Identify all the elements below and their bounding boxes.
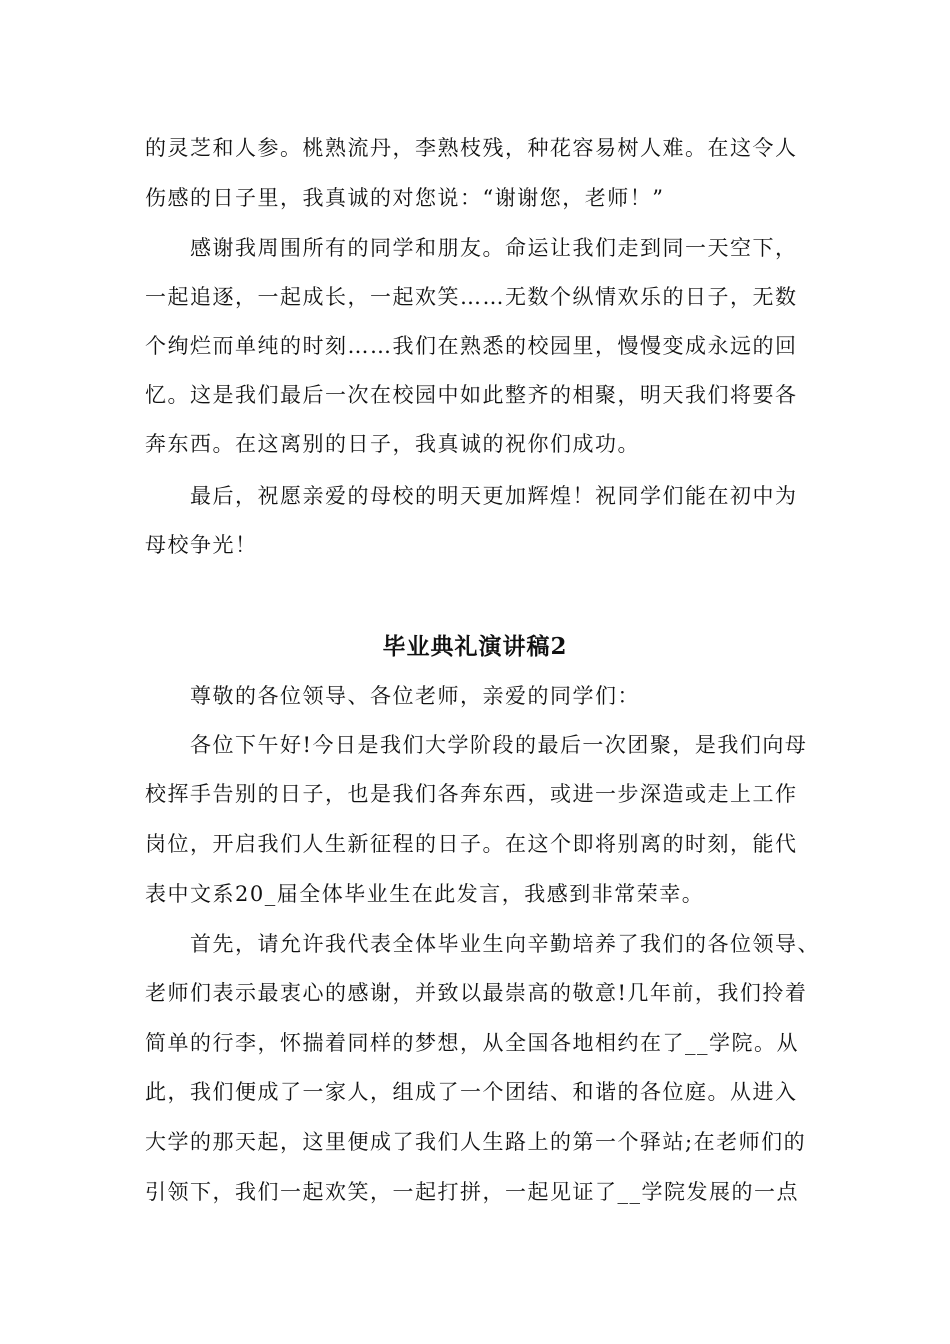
paragraph-line: 感谢我周围所有的同学和朋友。命运让我们走到同一天空下，	[190, 236, 798, 260]
paragraph-line: 此，我们便成了一家人，组成了一个团结、和谐的各位庭。从进入	[145, 1080, 798, 1104]
paragraph-line: 大学的那天起，这里便成了我们人生路上的第一个驿站;在老师们的	[145, 1130, 807, 1154]
salutation-line: 尊敬的各位领导、各位老师，亲爱的同学们：	[190, 684, 640, 708]
paragraph-line: 母校争光！	[145, 533, 258, 557]
paragraph-line: 个绚烂而单纯的时刻……我们在熟悉的校园里，慢慢变成永远的回	[145, 334, 798, 358]
paragraph-line: 引领下，我们一起欢笑，一起打拼，一起见证了__学院发展的一点	[145, 1180, 799, 1204]
paragraph-line: 一起追逐，一起成长，一起欢笑……无数个纵情欢乐的日子，无数	[145, 285, 798, 309]
paragraph-line: 简单的行李，怀揣着同样的梦想，从全国各地相约在了__学院。从	[145, 1031, 799, 1055]
paragraph-line: 老师们表示最衷心的感谢，并致以最崇高的敬意!几年前，我们拎着	[145, 981, 808, 1005]
paragraph-line: 忆。这是我们最后一次在校园中如此整齐的相聚，明天我们将要各	[145, 383, 798, 407]
paragraph-line: 最后，祝愿亲爱的母校的明天更加辉煌！祝同学们能在初中为	[190, 484, 798, 508]
paragraph-line: 校挥手告别的日子，也是我们各奔东西，或进一步深造或走上工作	[145, 782, 798, 806]
section-heading: 毕业典礼演讲稿2	[382, 633, 568, 660]
paragraph-line: 奔东西。在这离别的日子，我真诚的祝你们成功。	[145, 432, 640, 456]
paragraph-line: 的灵芝和人参。桃熟流丹，李熟枝残，种花容易树人难。在这令人	[145, 136, 798, 160]
paragraph-line: 各位下午好!今日是我们大学阶段的最后一次团聚，是我们向母	[190, 733, 808, 757]
paragraph-line: 岗位，开启我们人生新征程的日子。在这个即将别离的时刻，能代	[145, 832, 798, 856]
paragraph-line: 表中文系20_届全体毕业生在此发言，我感到非常荣幸。	[145, 882, 705, 906]
paragraph-line: 首先，请允许我代表全体毕业生向辛勤培养了我们的各位领导、	[190, 932, 820, 956]
paragraph-line: 伤感的日子里，我真诚的对您说：“谢谢您，老师！”	[145, 186, 665, 210]
